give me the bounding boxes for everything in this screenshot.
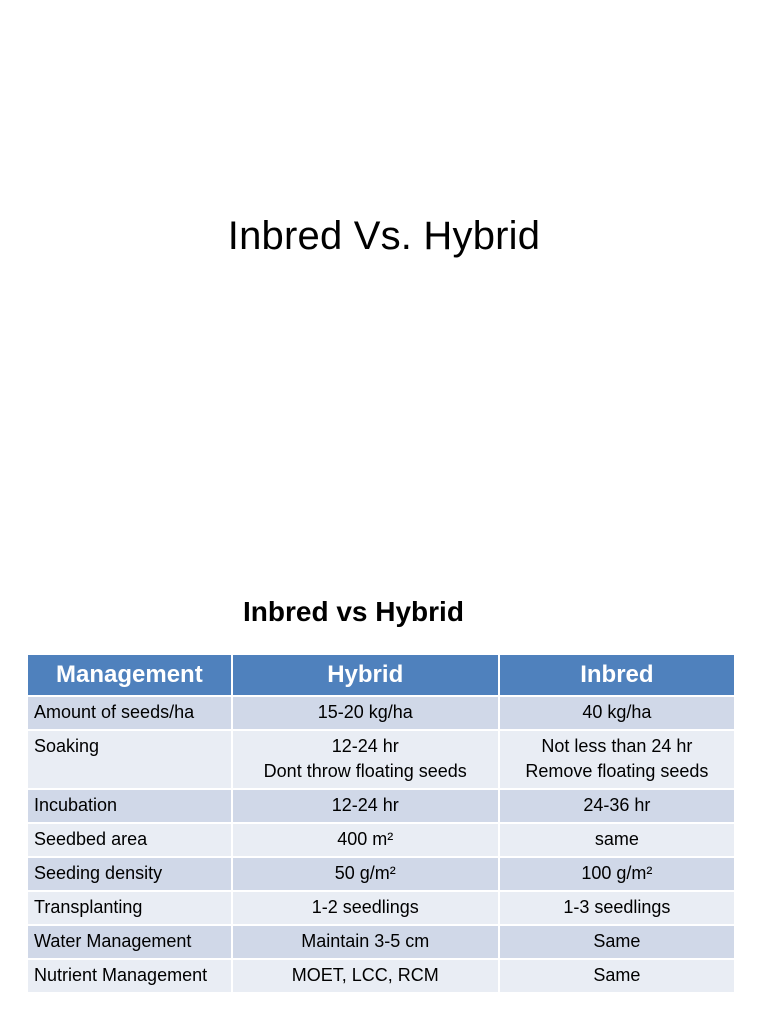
comparison-table xyxy=(26,653,736,994)
cell-inbred xyxy=(499,857,735,891)
cell-management: Transplanting xyxy=(27,891,232,925)
cell-management: Water Management xyxy=(27,925,232,959)
cell-inbred xyxy=(499,959,735,993)
cell-text: MOET, LCC, RCM xyxy=(291,965,439,985)
cell-text: Not less than 24 hr xyxy=(541,736,693,756)
cell-text: Dont throw floating seeds xyxy=(263,761,467,781)
table-row xyxy=(27,823,735,857)
cell-text: same xyxy=(594,829,639,849)
cell-text: 15-20 kg/ha xyxy=(317,702,413,722)
cell-text: 12-24 hr xyxy=(331,736,399,756)
cell-management: Incubation xyxy=(27,789,232,823)
cell-hybrid xyxy=(232,857,499,891)
table-row xyxy=(27,696,735,730)
cell-inbred xyxy=(499,823,735,857)
table-row xyxy=(27,925,735,959)
cell-management: Soaking xyxy=(27,730,232,789)
header-hybrid: Hybrid xyxy=(232,654,499,696)
header-management: Management xyxy=(27,654,232,696)
cell-text: 12-24 hr xyxy=(331,795,399,815)
cell-inbred xyxy=(499,925,735,959)
cell-hybrid xyxy=(232,959,499,993)
table-row xyxy=(27,857,735,891)
cell-inbred xyxy=(499,789,735,823)
cell-hybrid xyxy=(232,891,499,925)
cell-inbred xyxy=(499,891,735,925)
cell-hybrid xyxy=(232,696,499,730)
cell-text: 400 m² xyxy=(337,829,394,849)
header-inbred: Inbred xyxy=(499,654,735,696)
cell-inbred xyxy=(499,730,735,789)
cell-text: Remove floating seeds xyxy=(525,761,709,781)
cell-hybrid xyxy=(232,925,499,959)
cell-text: Same xyxy=(593,965,641,985)
table-header-row xyxy=(27,654,735,696)
table-row xyxy=(27,730,735,789)
table-row xyxy=(27,959,735,993)
cell-text: 100 g/m² xyxy=(581,863,653,883)
cell-text: Same xyxy=(593,931,641,951)
cell-inbred xyxy=(499,696,735,730)
cell-text: 24-36 hr xyxy=(583,795,651,815)
table-row xyxy=(27,891,735,925)
cell-management: Amount of seeds/ha xyxy=(27,696,232,730)
cell-hybrid xyxy=(232,789,499,823)
cell-text: 1-2 seedlings xyxy=(311,897,419,917)
slide-title: Inbred Vs. Hybrid xyxy=(227,214,541,258)
cell-text: 1-3 seedlings xyxy=(563,897,671,917)
cell-text: 40 kg/ha xyxy=(582,702,652,722)
cell-management: Nutrient Management xyxy=(27,959,232,993)
table-row xyxy=(27,789,735,823)
cell-text: 50 g/m² xyxy=(334,863,396,883)
cell-management: Seedbed area xyxy=(27,823,232,857)
table-title: Inbred vs Hybrid xyxy=(243,596,464,627)
cell-hybrid xyxy=(232,823,499,857)
slide-2 xyxy=(0,576,768,1024)
cell-hybrid xyxy=(232,730,499,789)
cell-text: Maintain 3-5 cm xyxy=(301,931,430,951)
cell-management: Seeding density xyxy=(27,857,232,891)
